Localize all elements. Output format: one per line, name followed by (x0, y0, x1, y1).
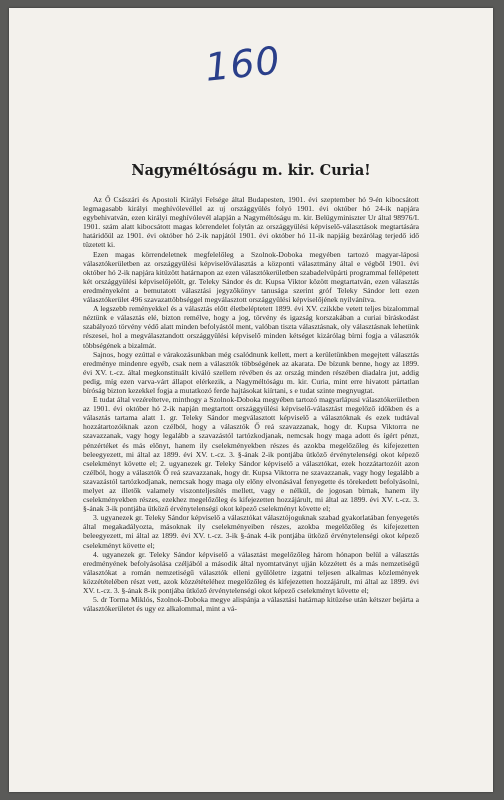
document-body (83, 195, 419, 613)
paragraph: Az Ő Császári és Apostoli Királyi Felsége által Budapesten, 1901. évi szeptember hó 9-én kibocsátott legmagasabb királyi meghívólevéllel az uj országgyülés folyó 1901. évi október hó 24-ik napjára egybehivatván, ezen királyi meghívólevél alapján a Nagyméltóságu m. kir. Belügyminiszter Ur által 98976/I. 1901. szám alatt kibocsátott magas körrendelet folytán az országgyülési képviselő-választások megtartására határidőül az 1901. évi október hó 2-ik napjától 1901. évi október hó 11-ik napjáig bezárólag terjedő idő tüzetett ki. (83, 195, 419, 250)
paragraph: E tudat által vezéreltetve, minthogy a Szolnok-Doboka megyében tartozó magyarlápusi választókerületben az 1901. évi október hó 2-ik napján megtartott országgyülési képviselő-választást megelőző időkben és a választás tartama alatt 1. gr. Teleky Sándor megválasztott képviselő a választóknak és ezek tudtával hozzátartozóiknak azon czélból, hogy a választók Ő reá szavazzanak, hogy dr. Kupsa Viktorra ne szavazzanak, vagy hogy legalább a szavazástól tartózkodjanak, nemcsak hogy maga adott és ígért pénzt, pénzértéket és más előnyt, hanem ily cselekményekben részes és azokba megelőzőleg és kifejezetten beleegyezett, mi által az 1899. évi XV. t.-cz. 3. §-ának 2-ik pontjába ütköző érvénytelenségi okot képező cselekményt követte el; 2. ugyanezek gr. Teleky Sándor képviselő a választókat, ezek hozzátartozóit azon czélból, hogy a választók Ő reá szavazzanak, hogy dr. Kupsa Viktorra ne szavazzanak, vagy hogy legalább a szavazástól tartózkodjanak, nemcsak hogy maga oly előny elvonásával fenyegette és törekedett befolyásolni, melyet az illetők valamely viszonteljesítés mellett, vagy e nélkül, de jogosan bírnak, hanem ily cselekményekben részes, ezekhez megelőzőleg és kifejezetten hozzájárult, mi által az 1899. évi XV. t.-cz. 3. §-ának 3-ik pontjába ütköző érvénytelenségi okot képező cselekményt követte el; (83, 395, 419, 514)
paragraph: Sajnos, hogy ezúttal e várakozásunkban még csalódnunk kellett, mert a kerületünkben megejtett választás eredménye mindenre egyéb, csak nem a választók többségének az akarata. De bízunk benne, hogy az 1899. évi XV. t.-cz. által megkonstituált kiváló szellem révében és az ország minden részében diadalra jut, addig pedig, míg ezen varva-várt állapot elérkezik, a Nagyméltóságu m. kir. Curia, mint erre hivatott pártatlan bíróság bizton kezekkel fogja a mutatkozó ferde hajtásokat kiírtani, s e tudat szinte megnyugtat. (83, 349, 419, 395)
document-title: Nagyméltóságu m. kir. Curia! (131, 162, 371, 179)
handwritten-page-number: 160 (202, 38, 283, 90)
paragraph: 5. dr Torma Miklós, Szolnok-Doboka megye alispánja a választási határnap kitüzése után kétszer bejárta a választókerületet és ugy ez alkalommal, mint a vá- (83, 595, 419, 614)
paragraph: Ezen magas körrendeletnek megfelelőleg a Szolnok-Doboka megyében tartozó magyar-láposi választókerületben az országgyülési képviselőválasztás a központi választmány által e végből 1901. évi október hó 2-ik napjára kitüzött határnapon az ezen választókerületben szabadelvüpárti programmal fellépetett két országgyülési képviselőjelölt, gr. Teleky Sándor és dr. Kupsa Viktor között megtartatván, ezen választás eredményeként a bemutatott választási jegyzőkönyv tanusága szerint gróf Teleky Sándor lett ezen választókerület 496 szavazattöbbséggel megválasztott országgyülési képviselőjének nyilvánítva. (83, 249, 419, 305)
paragraph: A legszebb reményekkel és a választás előtt életbeléptetett 1899. évi XV. czikkbe vetett teljes bizalommal néztünk e választás elé, bizton remélve, hogy a jog, törvény és igazság korszakában a curiai bíráskodást szabályozó törvény védő alatt minden befolyástól ment, valóban tiszta választásnak, oly választásnak lehetünk részesei, hol a megválasztandott országgyülési képviselő minden kétséget kizárólag bírni fogja a választók többségének a bizalmát. (83, 304, 419, 350)
paragraph: 3. ugyanezek gr. Teleky Sándor képviselő a választókat választójoguknak szabad gyakorlatában fenyegetés által megakadályozta, másoknak ily cselekményeiben részes, azokba megelőzőleg és kifejezetten beleegyezett, mi által az 1899. évi XV. t.-cz. 3-ik §-ának 4-ik pontjába ütköző érvénytelenségi okot képező cselekményt követte el; (83, 513, 419, 550)
paragraph: 4. ugyanezek gr. Teleky Sándor képviselő a választást megelőzőleg három hónapon belül a választás eredményének befolyásolása czéljából a második által nyomtatványt ujján közzétett és a más nemzetiségű választókat a román nemzetiségű választók elleni gyűlöletre izgatni teljesen alkalmas közlemények közzétételében részt vett, azok közzétételéhez megelőzőleg és kifejezetten hozzájárult, mi által az 1899. évi XV. t.-cz. 3. §-ának 8-ik pontjába ütköző érvénytelenségi okot képező cselekményt követte el; (83, 549, 419, 596)
document-page (9, 8, 493, 792)
